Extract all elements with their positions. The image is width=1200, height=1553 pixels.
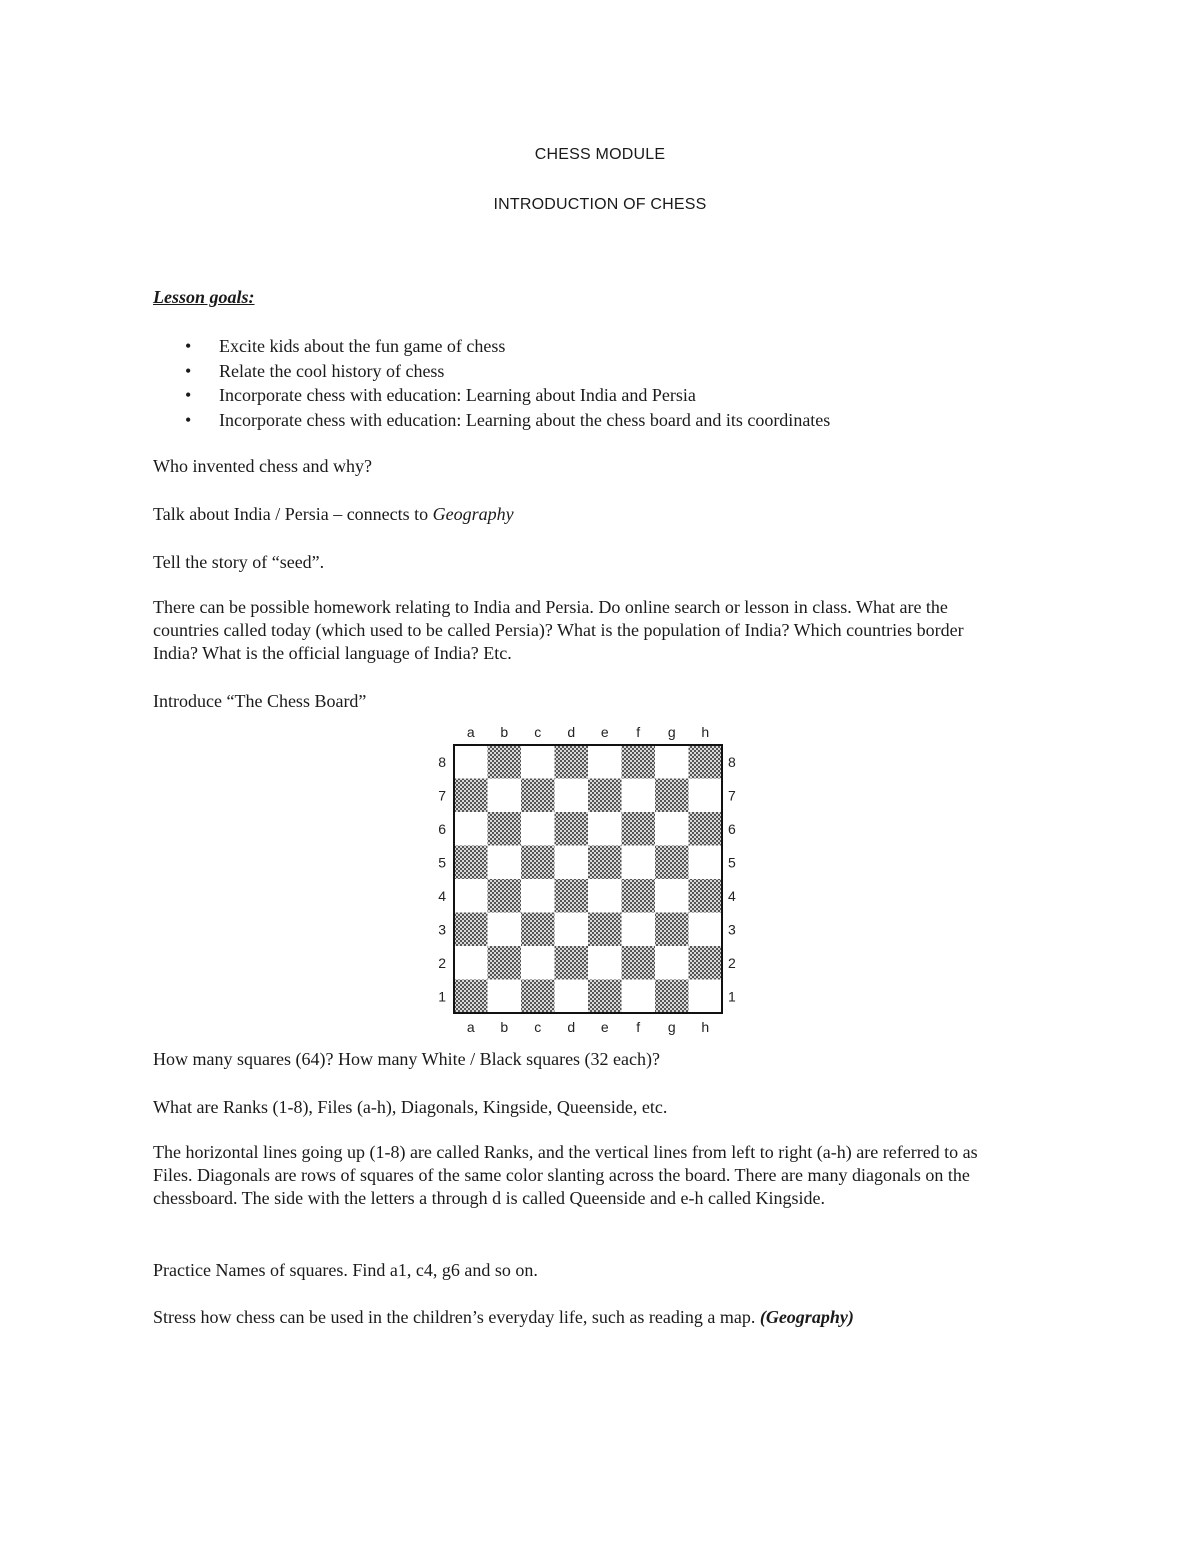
homework-paragraph: There can be possible homework relating to India and Persia. Do online search or lesson in class. What are the countries called today (which used to be called Persia)? What is the population of India? Which countries border India? What is the official language of India? Etc. xyxy=(153,597,964,663)
board-square-d1 xyxy=(555,980,589,1014)
file-label-top-g: g xyxy=(667,724,676,740)
lesson-goals-list xyxy=(153,334,1053,432)
board-square-e4 xyxy=(588,879,622,913)
talk-about-paragraph xyxy=(153,503,1013,526)
stress-paragraph xyxy=(153,1306,1013,1329)
rank-label-left-8: 8 xyxy=(438,753,446,770)
file-label-top-h: h xyxy=(701,724,710,740)
board-square-a2 xyxy=(454,946,488,980)
board-square-h3 xyxy=(689,913,723,947)
rank-label-right-5: 5 xyxy=(728,854,736,871)
board-square-b5 xyxy=(488,846,522,880)
board-square-f8 xyxy=(622,745,656,779)
board-square-g5 xyxy=(655,846,689,880)
board-square-f3 xyxy=(622,913,656,947)
board-square-c4 xyxy=(521,879,555,913)
lesson-goal-item: • Incorporate chess with education: Learning about India and Persia xyxy=(153,383,1053,408)
board-square-h4 xyxy=(689,879,723,913)
board-square-h7 xyxy=(689,779,723,813)
rank-label-right-1: 1 xyxy=(728,988,736,1005)
board-square-g4 xyxy=(655,879,689,913)
board-square-d4 xyxy=(555,879,589,913)
board-square-c5 xyxy=(521,846,555,880)
board-square-e3 xyxy=(588,913,622,947)
board-square-c1 xyxy=(521,980,555,1014)
board-square-d6 xyxy=(555,812,589,846)
board-square-a6 xyxy=(454,812,488,846)
board-square-c7 xyxy=(521,779,555,813)
board-square-g6 xyxy=(655,812,689,846)
lesson-goal-item: • Relate the cool history of chess xyxy=(153,359,1053,384)
board-square-d3 xyxy=(555,913,589,947)
file-label-top-e: e xyxy=(600,724,609,740)
rank-label-right-3: 3 xyxy=(728,921,736,938)
board-square-h8 xyxy=(689,745,723,779)
chessboard-diagram xyxy=(420,720,750,1040)
lesson-goal-item: • Incorporate chess with education: Learning about the chess board and its coordinates xyxy=(153,408,1053,433)
rank-label-left-6: 6 xyxy=(438,820,446,837)
board-square-d5 xyxy=(555,846,589,880)
board-square-c8 xyxy=(521,745,555,779)
board-square-d2 xyxy=(555,946,589,980)
board-square-e2 xyxy=(588,946,622,980)
board-square-c6 xyxy=(521,812,555,846)
board-square-f7 xyxy=(622,779,656,813)
board-square-e7 xyxy=(588,779,622,813)
board-square-e8 xyxy=(588,745,622,779)
file-label-bottom-c: c xyxy=(534,1019,542,1035)
board-square-a5 xyxy=(454,846,488,880)
rank-label-right-2: 2 xyxy=(728,954,736,971)
board-square-f1 xyxy=(622,980,656,1014)
rank-label-right-6: 6 xyxy=(728,820,736,837)
board-square-b2 xyxy=(488,946,522,980)
board-square-c3 xyxy=(521,913,555,947)
geography-emphasis: (Geography) xyxy=(759,1307,854,1327)
file-label-bottom-g: g xyxy=(667,1019,676,1035)
rank-label-left-4: 4 xyxy=(438,887,446,904)
board-square-h1 xyxy=(689,980,723,1014)
file-label-top-d: d xyxy=(567,724,576,740)
board-square-c2 xyxy=(521,946,555,980)
board-square-e5 xyxy=(588,846,622,880)
board-square-h6 xyxy=(689,812,723,846)
board-square-f2 xyxy=(622,946,656,980)
lesson-goal-item: • Excite kids about the fun game of chess xyxy=(153,334,1053,359)
file-label-bottom-f: f xyxy=(636,1019,641,1035)
board-square-b8 xyxy=(488,745,522,779)
board-square-g3 xyxy=(655,913,689,947)
board-square-g1 xyxy=(655,980,689,1014)
board-square-f5 xyxy=(622,846,656,880)
file-label-top-a: a xyxy=(466,724,475,740)
file-label-bottom-b: b xyxy=(500,1019,509,1035)
board-square-a8 xyxy=(454,745,488,779)
board-square-b3 xyxy=(488,913,522,947)
board-square-d8 xyxy=(555,745,589,779)
board-square-b7 xyxy=(488,779,522,813)
lesson-goals-label: Lesson goals: xyxy=(153,287,255,307)
stress-text: Stress how chess can be used in the children’s everyday life, such as reading a map. xyxy=(153,1307,760,1327)
rank-label-right-4: 4 xyxy=(728,887,736,904)
practice-paragraph: Practice Names of squares. Find a1, c4, g6 and so on. xyxy=(153,1260,538,1280)
board-square-b4 xyxy=(488,879,522,913)
introduce-board-paragraph: Introduce “The Chess Board” xyxy=(153,691,367,711)
file-label-bottom-h: h xyxy=(701,1019,710,1035)
board-square-e6 xyxy=(588,812,622,846)
board-square-g8 xyxy=(655,745,689,779)
board-square-e1 xyxy=(588,980,622,1014)
board-square-d7 xyxy=(555,779,589,813)
document-subtitle: INTRODUCTION OF CHESS xyxy=(493,196,707,213)
file-label-bottom-e: e xyxy=(600,1019,609,1035)
talk-about-text: Talk about India / Persia – connects to xyxy=(153,504,433,524)
rank-label-right-8: 8 xyxy=(728,753,736,770)
geography-emphasis: Geography xyxy=(432,504,514,524)
document-title: CHESS MODULE xyxy=(534,146,666,163)
board-square-a3 xyxy=(454,913,488,947)
rank-label-right-7: 7 xyxy=(728,787,736,804)
board-square-g2 xyxy=(655,946,689,980)
file-label-top-f: f xyxy=(636,724,641,740)
rank-label-left-3: 3 xyxy=(438,921,446,938)
story-paragraph: Tell the story of “seed”. xyxy=(153,552,325,572)
board-square-a4 xyxy=(454,879,488,913)
rank-label-left-2: 2 xyxy=(438,954,446,971)
board-square-f6 xyxy=(622,812,656,846)
who-invented-paragraph: Who invented chess and why? xyxy=(153,456,372,476)
board-square-a1 xyxy=(454,980,488,1014)
rank-label-left-1: 1 xyxy=(438,988,446,1005)
board-square-h5 xyxy=(689,846,723,880)
board-square-h2 xyxy=(689,946,723,980)
board-square-a7 xyxy=(454,779,488,813)
rank-label-left-7: 7 xyxy=(438,787,446,804)
file-label-bottom-d: d xyxy=(567,1019,576,1035)
file-label-top-c: c xyxy=(534,724,542,740)
file-label-top-b: b xyxy=(500,724,509,740)
explanation-paragraph: The horizontal lines going up (1-8) are called Ranks, and the vertical lines from left to right (a-h) are referred to as Files. Diagonals are rows of squares of the same color slanting across the board. There are many diagonals on the chessboard. The side with the letters a through d is called Queenside and e-h called Kingside. xyxy=(153,1142,978,1208)
how-many-paragraph: How many squares (64)? How many White / Black squares (32 each)? xyxy=(153,1049,661,1069)
rank-label-left-5: 5 xyxy=(438,854,446,871)
board-square-f4 xyxy=(622,879,656,913)
ranks-files-paragraph: What are Ranks (1-8), Files (a-h), Diagonals, Kingside, Queenside, etc. xyxy=(153,1097,668,1117)
board-square-g7 xyxy=(655,779,689,813)
board-square-b6 xyxy=(488,812,522,846)
board-square-b1 xyxy=(488,980,522,1014)
file-label-bottom-a: a xyxy=(466,1019,475,1035)
